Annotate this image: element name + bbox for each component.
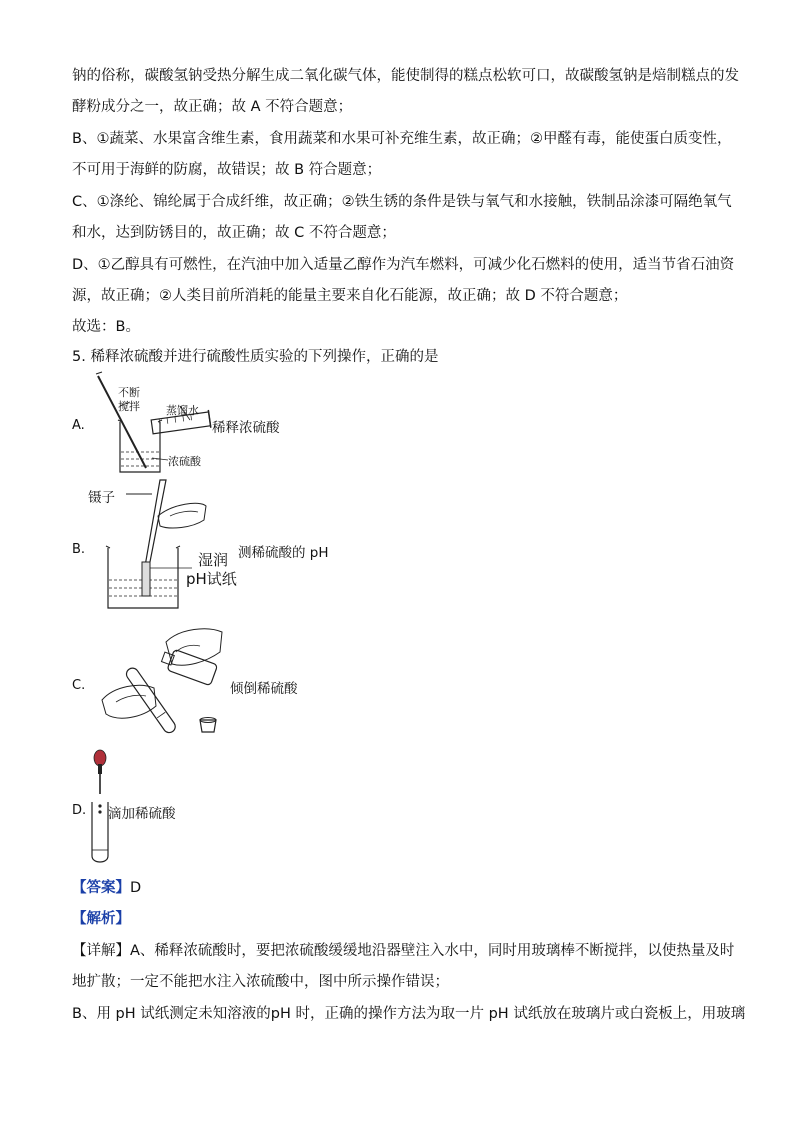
option-b-caption: 测稀硫酸的 pH [238,545,329,561]
text-line: 源，故正确；②人类目前所消耗的能量主要来自化石能源，故正确；故 D 不符合题意； [72,288,628,304]
question-stem: 5. 稀释浓硫酸并进行硫酸性质实验的下列操作，正确的是 [72,349,439,365]
text-line: 钠的俗称，碳酸氢钠受热分解生成二氧化碳气体，能使制得的糕点松软可口，故碳酸氢钠是焙制糕点的发 [72,68,739,84]
ph-test-diagram [100,476,260,616]
answer-value: D [130,880,142,896]
option-c-caption: 倾倒稀硫酸 [230,681,298,697]
text-line: D、①乙醇具有可燃性，在汽油中加入适量乙醇作为汽车燃料，可减少化石燃料的使用，适当节省石油资 [72,257,735,273]
option-d-caption: 滴加稀硫酸 [108,806,176,822]
answer-tag: 【答案】 [72,880,130,896]
text-line: 酵粉成分之一，故正确；故 A 不符合题意； [72,99,353,115]
option-d-label: D. [72,803,87,818]
tweezers-label: 镊子 [88,490,115,506]
text-line: 和水，达到防锈目的，故正确；故 C 不符合题意； [72,225,396,241]
option-a-label: A. [72,418,85,433]
analysis-line [72,909,130,929]
analysis-tag: 【解析】 [72,911,130,927]
wet-label: 湿润 [198,551,229,569]
detail-line [72,941,734,961]
detail-line: B、用 pH 试纸测定未知溶液的pH 时，正确的操作方法为取一片 pH 试纸放在玻璃片或白瓷板上，用玻璃 [72,1006,746,1022]
option-a-caption: 稀释浓硫酸 [212,420,280,436]
stir-label-1: 不断 [118,386,140,399]
option-c-label: C. [72,678,86,693]
detail-text: A、稀释浓硫酸时，要把浓硫酸缓缓地沿器壁注入水中，同时用玻璃棒不断搅拌，以使热量及时 [130,943,735,959]
distilled-water-label: 蒸馏水 [166,404,199,417]
text-line: B、①蔬菜、水果富含维生素，食用蔬菜和水果可补充维生素，故正确；②甲醛有毒，能使蛋白质变性， [72,131,732,147]
pouring-diagram [96,622,236,742]
text-line: C、①涤纶、锦纶属于合成纤维，故正确；②铁生锈的条件是铁与氧气和水接触，铁制品涂漆可隔绝氧气 [72,194,732,210]
detail-tag: 【详解】 [72,943,130,959]
stir-label-2: 搅拌 [118,400,140,413]
concentrated-acid-label: 浓硫酸 [168,455,201,468]
detail-line: 地扩散；一定不能把水注入浓硫酸中，图中所示操作错误； [72,974,449,990]
text-line: 不可用于海鲜的防腐，故错误；故 B 符合题意； [72,162,382,178]
ph-paper-label: pH试纸 [186,570,237,588]
answer-line [72,878,141,898]
text-line: 故选：B。 [72,319,140,335]
option-b-label: B. [72,542,86,557]
